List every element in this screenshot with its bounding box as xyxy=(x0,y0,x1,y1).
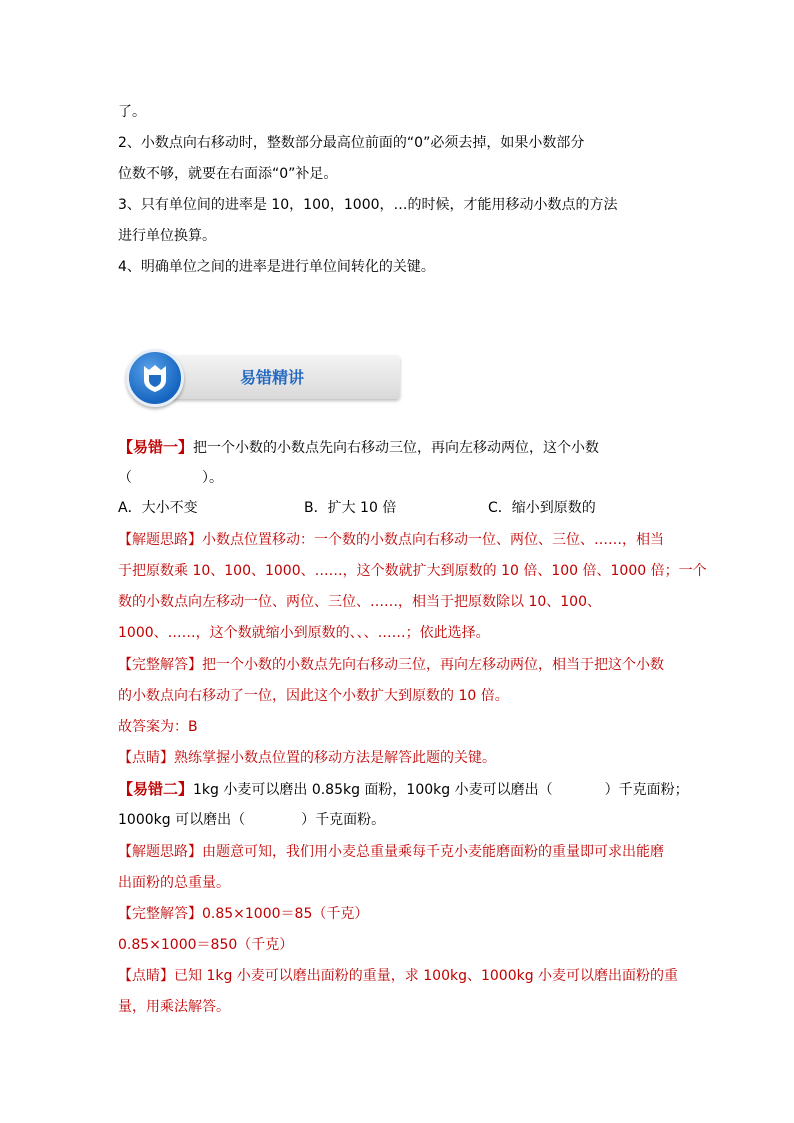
tip-tag: 【点睛】 xyxy=(118,750,174,766)
think-text: 小数点位置移动：一个数的小数点向右移动一位、两位、三位、……，相当 xyxy=(202,532,664,548)
intro-line-6: 4、明确单位之间的进率是进行单位间转化的关键。 xyxy=(118,259,435,275)
err1-blank-close: ）。 xyxy=(202,470,223,486)
err1-question-text: 把一个小数的小数点先向右移动三位，再向左移动两位，这个小数 xyxy=(193,440,600,456)
err2-question-tail: ）千克面粉； xyxy=(604,782,689,798)
shield-icon xyxy=(141,362,169,394)
tip-text: 已知 1kg 小麦可以磨出面粉的重量，求 100kg、1000kg 小麦可以磨出面粉的重 xyxy=(174,968,679,984)
banner-badge xyxy=(126,349,184,407)
err2-answer-line-2: 0.85×1000＝850（千克） xyxy=(118,937,294,953)
err1-question-line-1 xyxy=(118,437,599,458)
err1-question-line-2 xyxy=(118,468,223,488)
final-value: B xyxy=(188,719,198,735)
err1-think-line-1 xyxy=(118,530,664,550)
err2-question-text: 1kg 小麦可以磨出 0.85kg 面粉，100kg 小麦可以磨出（ xyxy=(193,782,553,798)
final-label: 故答案为： xyxy=(118,719,188,735)
think-text: 由题意可知，我们用小麦总重量乘每千克小麦能磨面粉的重量即可求出能磨 xyxy=(202,844,664,860)
err2-tip-line-2: 量，用乘法解答。 xyxy=(118,999,230,1015)
err2-tag: 【易错二】 xyxy=(118,780,194,798)
banner-title: 易错精讲 xyxy=(240,368,305,387)
err2-question-line-2 xyxy=(118,810,385,830)
think-tag: 【解题思路】 xyxy=(118,844,202,860)
err2-think-line-2: 出面粉的总重量。 xyxy=(118,875,230,891)
err1-think-line-2: 于把原数乘 10、100、1000、……，这个数就扩大到原数的 10 倍、100 倍、1000 倍；一个 xyxy=(118,563,707,579)
err1-answer-line-1 xyxy=(118,655,664,675)
err2-question-text-2: 1000kg 可以磨出（ xyxy=(118,812,246,828)
think-tag: 【解题思路】 xyxy=(118,532,202,548)
tip-tag: 【点睛】 xyxy=(118,968,174,984)
err2-question-line-1 xyxy=(118,779,689,800)
answer-tag: 【完整解答】 xyxy=(118,657,202,673)
tip-text: 熟练掌握小数点位置的移动方法是解答此题的关键。 xyxy=(174,750,496,766)
option-b[interactable]: B．扩大 10 倍 xyxy=(304,500,397,516)
err1-tag: 【易错一】 xyxy=(118,438,194,456)
err2-think-line-1 xyxy=(118,842,664,862)
err1-tip xyxy=(118,748,496,768)
answer-tag: 【完整解答】 xyxy=(118,906,202,922)
err2-question-tail-2: ）千克面粉。 xyxy=(301,812,386,828)
err1-think-line-3: 数的小数点向左移动一位、两位、三位、……，相当于把原数除以 10、100、 xyxy=(118,594,601,610)
intro-line-2: 2、小数点向右移动时，整数部分最高位前面的“0”必须去掉，如果小数部分 xyxy=(118,135,585,151)
section-banner xyxy=(122,349,400,407)
err1-blank-open: （ xyxy=(118,470,132,486)
answer-text: 0.85×1000＝85（千克） xyxy=(202,906,369,922)
option-c[interactable]: C．缩小到原数的 xyxy=(488,500,596,516)
intro-line-1: 了。 xyxy=(118,104,146,120)
err1-final-answer xyxy=(118,717,198,737)
option-a[interactable]: A．大小不变 xyxy=(118,500,198,516)
intro-line-4: 3、只有单位间的进率是 10，100，1000，…的时候，才能用移动小数点的方法 xyxy=(118,197,618,213)
err1-think-line-4: 1000、……，这个数就缩小到原数的、、、……；依此选择。 xyxy=(118,625,490,641)
intro-line-3: 位数不够，就要在右面添“0”补足。 xyxy=(118,166,338,182)
answer-text: 把一个小数的小数点先向右移动三位，再向左移动两位，相当于把这个小数 xyxy=(202,657,664,673)
err2-answer-line-1 xyxy=(118,904,368,924)
err2-tip-line-1 xyxy=(118,966,678,986)
intro-line-5: 进行单位换算。 xyxy=(118,228,216,244)
err1-answer-line-2: 的小数点向右移动了一位，因此这个小数扩大到原数的 10 倍。 xyxy=(118,688,509,704)
